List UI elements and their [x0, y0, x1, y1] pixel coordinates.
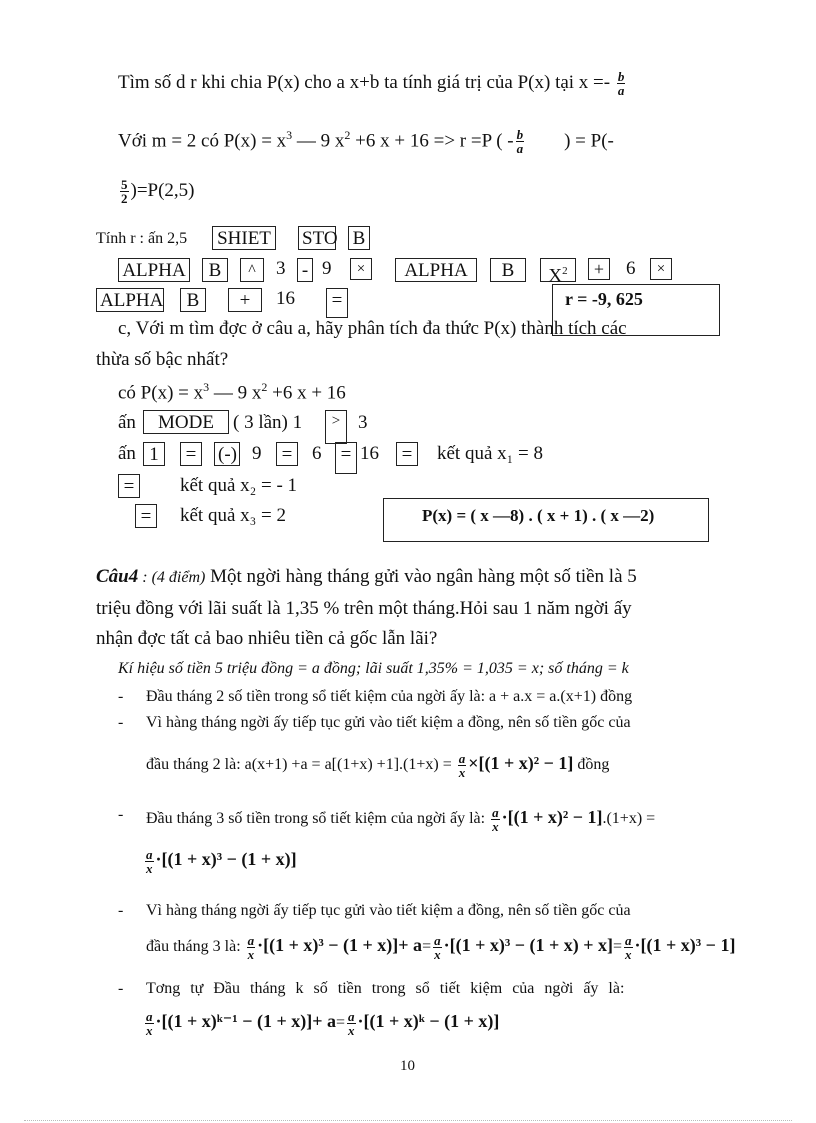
step-an-1: ấn — [118, 412, 136, 433]
key-equals: = — [180, 442, 202, 466]
key-b: B — [180, 288, 206, 312]
polynomial: có $P(x) = x^3$ — 9 $x^2 +6$ x + 16 — [118, 380, 346, 404]
number-9: 9 — [322, 258, 332, 279]
key-alpha: ALPHA — [395, 258, 477, 282]
mode-note: ( 3 lần) 1 — [233, 412, 303, 433]
key-x-squared: $X^2$ — [540, 258, 576, 282]
result-r-value: r = -9, 625 — [565, 289, 643, 309]
bullet-dash: - — [118, 806, 124, 823]
key-equals: = — [396, 442, 418, 466]
fraction-a-over-x: $\frac{a}{x}$ — [458, 751, 466, 780]
key-shift: SHIET — [212, 226, 276, 250]
key-b: B — [348, 226, 370, 250]
step-an-2: ấn — [118, 443, 136, 464]
calc-r-label: Tính r : ấn 2,5 — [96, 230, 188, 247]
factorization-result: P(x) = ( x —8) . ( x + 1) . ( x —2) — [422, 506, 655, 525]
fraction-5-over-2: $\frac{5}{2}$ — [121, 177, 128, 206]
fraction-a-over-x: $\frac{a}{x}$ — [625, 933, 632, 962]
number-6: 6 — [312, 443, 322, 464]
key-plus: + — [228, 288, 262, 312]
fraction-a-over-x: $\frac{a}{x}$ — [146, 1009, 153, 1038]
item-3-line-1: Đầu tháng 3 số tiền trong sổ tiết kiệm của ngời ấy là: $\frac{a}{x}$ ·[(1 + x)² − 1].(1+x) = — [146, 805, 656, 834]
fraction-a-over-x: $\frac{a}{x}$ — [247, 933, 255, 962]
bullet-dash: - — [118, 714, 124, 731]
part-c-line-1: c, Với m tìm đợc ở câu a, hãy phân tích đa thức P(x) thành tích các — [118, 318, 627, 339]
bullet-dash: - — [118, 688, 124, 705]
fraction-b-over-a: $\frac{b}{a}$ — [516, 127, 524, 157]
key-right: > — [325, 410, 347, 444]
key-negative: (-) — [214, 442, 240, 466]
cau4-title: Câu4 — [96, 566, 139, 587]
fraction-a-over-x: $\frac{a}{x}$ — [492, 805, 499, 834]
item-4-line-1: Vì hàng tháng ngời ấy tiếp tục gửi vào tiết kiệm a đồng, nên số tiền gốc của — [146, 902, 631, 919]
item-1: Đầu tháng 2 số tiền trong sổ tiết kiệm của ngời ấy là: a + a.x = a.(x+1) đồng — [146, 688, 633, 705]
page-bottom-divider — [24, 1120, 792, 1121]
key-times: × — [350, 258, 372, 280]
result-x3: kết quả x₃ = 2 — [180, 505, 286, 526]
intro-line-3: $\frac{5}{2}$ )=P(2,5) — [121, 177, 195, 206]
number-3: 3 — [276, 258, 286, 279]
key-b: B — [490, 258, 526, 282]
fraction-a-over-x: $\frac{a}{x}$ — [434, 933, 441, 962]
key-power: ^ — [240, 258, 264, 282]
key-equals: = — [326, 288, 348, 318]
key-mode: MODE — [143, 410, 229, 434]
intro-text: Tìm số d r khi chia P(x) cho a x+b ta tính giá trị của P(x) tại x =- — [118, 71, 611, 93]
key-equals: = — [335, 442, 357, 474]
intro-line-2: Với m = 2 có $P(x) = x^3$ — 9 $x^2 +6$ x + 16 => r =P ( - $\frac{b}{a}$ ) = P(- — [118, 127, 614, 157]
number-3: 3 — [358, 412, 368, 433]
intro-line-1 — [118, 70, 627, 97]
key-equals: = — [135, 504, 157, 528]
result-x2: kết quả x₂ = - 1 — [180, 475, 298, 496]
item-2-line-1: Vì hàng tháng ngời ấy tiếp tục gửi vào tiết kiệm a đồng, nên số tiền gốc của — [146, 714, 631, 731]
fraction-a-over-x: $\frac{a}{x}$ — [348, 1009, 355, 1038]
key-b: B — [202, 258, 228, 282]
number-6: 6 — [626, 258, 636, 279]
notation: Kí hiệu số tiền 5 triệu đồng = a đồng; lãi suất 1,35% = 1,035 = x; số tháng = k — [118, 660, 629, 677]
key-minus: - — [297, 258, 313, 282]
item-3-line-2: $\frac{a}{x}$ ·[(1 + x)³ − (1 + x)] — [146, 847, 297, 876]
number-9: 9 — [252, 443, 262, 464]
key-sto: STO — [298, 226, 336, 250]
item-4-line-2: đầu tháng 3 là: $\frac{a}{x}$ ·[(1 + x)³ − (1 + x)]+ a= $\frac{a}{x}$ ·[(1 + x)³ − (1 + x) + x]= $\frac{a}{x}$ ·[(1 + x)³ − 1] — [146, 933, 736, 962]
item-5-line-1: Tơng tự Đầu tháng k số tiền trong sổ tiết kiệm của ngời ấy là: — [146, 980, 625, 997]
bullet-dash: - — [118, 980, 124, 997]
bullet-dash: - — [118, 902, 124, 919]
key-times: × — [650, 258, 672, 280]
item-2-line-2: đầu tháng 2 là: a(x+1) +a = a[(1+x) +1].(1+x) = $\frac{a}{x}$ ×[(1 + x)² − 1] đồng — [146, 751, 610, 780]
cau4-question-line-2: triệu đồng với lãi suất là 1,35 % trên một tháng.Hỏi sau 1 năm ngời ấy — [96, 598, 632, 619]
factorization-box — [383, 498, 709, 542]
item-5-line-2: $\frac{a}{x}$ ·[(1 + x)ᵏ⁻¹ − (1 + x)]+ a= $\frac{a}{x}$ ·[(1 + x)ᵏ − (1 + x)] — [146, 1009, 500, 1038]
number-16: 16 — [276, 288, 295, 309]
key-alpha: ALPHA — [96, 288, 164, 312]
page-number: 10 — [400, 1058, 415, 1074]
key-equals: = — [276, 442, 298, 466]
key-alpha: ALPHA — [118, 258, 190, 282]
result-x1: kết quả x₁ = 8 — [437, 443, 543, 464]
cau4-question-line-1: Câu4 : (4 điểm) Một ngời hàng tháng gửi vào ngân hàng một số tiền là 5 — [96, 566, 637, 587]
fraction-b-over-a: $\frac{b}{a}$ — [617, 69, 625, 98]
cau4-question-line-3: nhận đợc tất cả bao nhiêu tiền cả gốc lẫn lãi? — [96, 628, 438, 649]
fraction-a-over-x: $\frac{a}{x}$ — [146, 847, 153, 876]
number-16: 16 — [360, 443, 379, 464]
key-plus: + — [588, 258, 610, 280]
key-equals: = — [118, 474, 140, 498]
part-c-line-2: thừa số bậc nhất? — [96, 349, 229, 370]
key-1: 1 — [143, 442, 165, 466]
expr-sq-minus-1: [(1 + x)² − 1] — [478, 753, 574, 774]
